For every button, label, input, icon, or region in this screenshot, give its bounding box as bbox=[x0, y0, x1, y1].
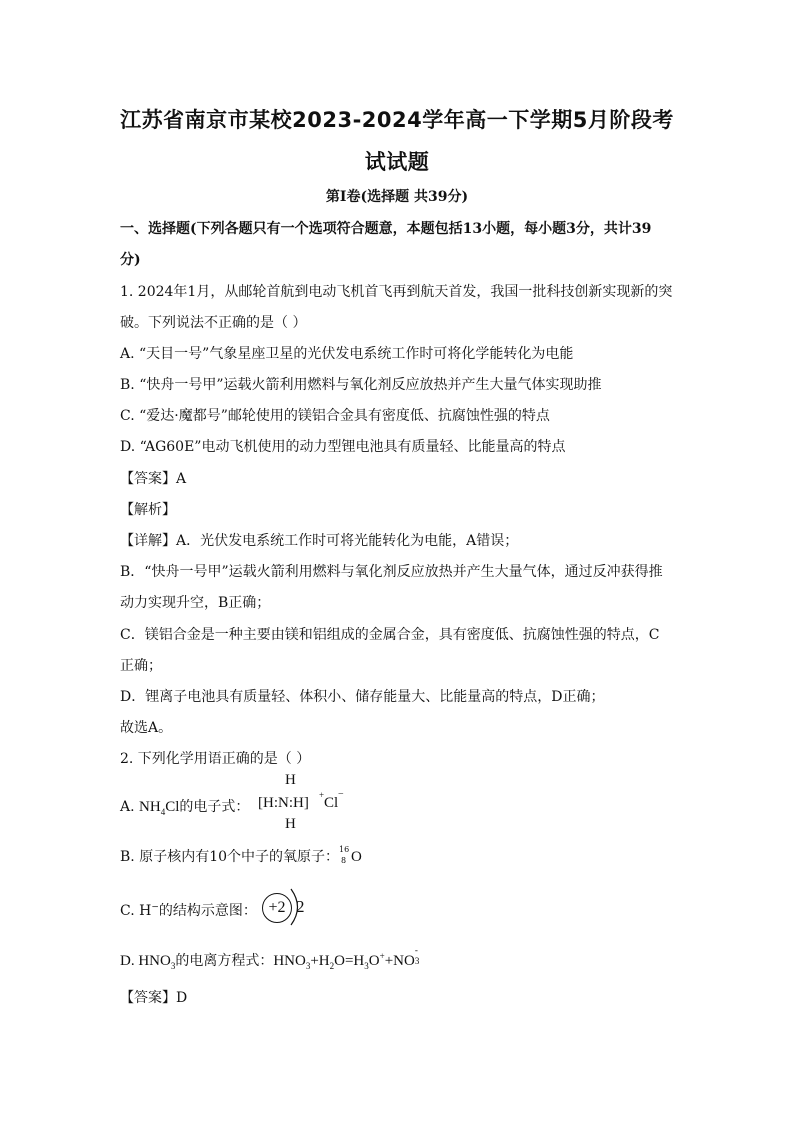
q1-detail-line6: D．锂离子电池具有质量轻、体积小、储存能量大、比能量高的特点，D正确； bbox=[120, 689, 605, 705]
q2-stem: 2. 下列化学用语正确的是（ ） bbox=[120, 751, 311, 767]
cl-text: Cl bbox=[165, 799, 180, 815]
q1-detail-line1: 【详解】A．光伏发电系统工作时可将光能转化为电能，A错误； bbox=[120, 533, 519, 549]
q1-detail-line2: B．“快舟一号甲”运载火箭利用燃料与氧化剂反应放热并产生大量气体，通过反冲获得推 bbox=[120, 564, 663, 580]
q2-option-c-prefix: C. H bbox=[120, 903, 152, 919]
nucleus-circle: +2 bbox=[262, 893, 292, 923]
lewis-middle: [H:N:H] bbox=[258, 795, 309, 811]
q2-option-d bbox=[120, 945, 421, 971]
q2-option-d-text: 的电离方程式： bbox=[175, 953, 274, 969]
q1-detail-line5: 正确； bbox=[120, 658, 162, 674]
lewis-anion: Cl bbox=[324, 795, 339, 811]
section-heading: 第Ⅰ卷(选择题 共39分) bbox=[325, 189, 469, 205]
q1-option-a: A. “天目一号”气象星座卫星的光伏发电系统工作时可将化学能转化为电能 bbox=[120, 346, 574, 362]
part-heading-line2: 分) bbox=[120, 252, 141, 268]
isotope-symbol: O bbox=[351, 849, 362, 865]
q2-option-d-formula bbox=[120, 953, 175, 969]
isotope-atomic-number: 8 bbox=[341, 856, 347, 865]
q2-option-b-text: B. 原子核内有10个中子的氧原子： bbox=[120, 849, 340, 865]
q1-answer: 【答案】A bbox=[120, 471, 187, 487]
q2-option-a-formula bbox=[139, 799, 179, 815]
nh-text: NH bbox=[139, 799, 161, 815]
exam-title-line1: 江苏省南京市某校2023-2024学年高一下学期5月阶段考 bbox=[120, 108, 674, 132]
q1-option-c: C. “爱达·魔都号”邮轮使用的镁铝合金具有密度低、抗腐蚀性强的特点 bbox=[120, 408, 550, 424]
q1-detail-line3: 动力实现升空，B正确； bbox=[120, 595, 271, 611]
q1-detail-line4: C．镁铝合金是一种主要由镁和铝组成的金属合金，具有密度低、抗腐蚀性强的特点，C bbox=[120, 627, 660, 643]
q2-option-c-text: 的结构示意图： bbox=[158, 903, 257, 919]
part-heading-line1: 一、选择题(下列各题只有一个选项符合题意，本题包括13小题，每小题3分，共计39 bbox=[120, 221, 652, 237]
q2-answer: 【答案】D bbox=[120, 990, 188, 1006]
lewis-top-h: H bbox=[285, 772, 296, 788]
q2-option-c bbox=[120, 900, 257, 920]
lewis-bottom-h: H bbox=[285, 816, 296, 832]
nh-subscript: 4 bbox=[160, 807, 166, 817]
ammonium-chloride-electron-formula bbox=[258, 772, 344, 832]
electron-count: 2 bbox=[296, 897, 305, 916]
q1-analysis-label: 【解析】 bbox=[120, 502, 176, 518]
ionization-equation: $HNO_3+H_2O=H_3O^++NO$ - 3 bbox=[273, 945, 420, 971]
exam-title-line2: 试试题 bbox=[364, 150, 430, 174]
isotope-mass-number: 16 bbox=[339, 845, 350, 854]
hno-text: D. HNO bbox=[120, 953, 171, 969]
lewis-charge-plus: + bbox=[319, 790, 325, 800]
q1-stem-line2: 破。下列说法不正确的是（ ） bbox=[120, 315, 307, 331]
q2-option-b bbox=[120, 846, 362, 866]
lewis-charge-minus: − bbox=[338, 789, 344, 800]
q1-detail-line7: 故选A。 bbox=[120, 720, 173, 736]
q1-stem-line1: 1. 2024年1月，从邮轮首航到电动飞机首飞再到航天首发，我国一批科技创新实现新的突 bbox=[120, 284, 673, 300]
hydride-charge: − bbox=[151, 902, 159, 913]
q2-option-a-prefix: A. bbox=[120, 799, 140, 815]
oxygen-isotope-notation bbox=[339, 845, 351, 865]
q1-option-d: D. “AG60E”电动飞机使用的动力型锂电池具有质量轻、比能量高的特点 bbox=[120, 439, 566, 455]
q2-option-a bbox=[120, 796, 249, 817]
q2-option-a-text: 的电子式： bbox=[179, 799, 250, 815]
hno-subscript: 3 bbox=[170, 961, 176, 971]
q1-option-b: B. “快舟一号甲”运载火箭利用燃料与氧化剂反应放热并产生大量气体实现助推 bbox=[120, 377, 602, 393]
